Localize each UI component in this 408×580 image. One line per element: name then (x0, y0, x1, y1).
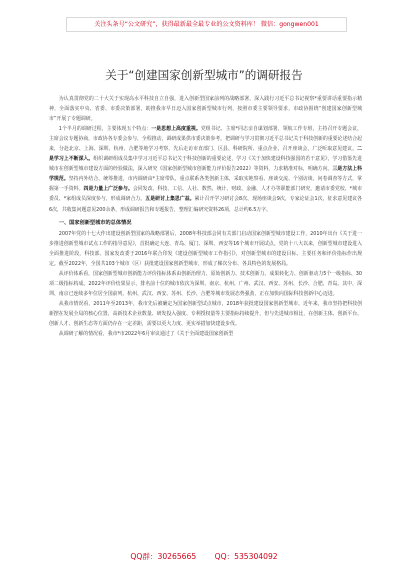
document-title: 关于“创建国家创新型城市”的调研报告 (105, 68, 303, 82)
feature-2-text: 组织调研组成员集中学习习近平总书记关于科技创新的重要论述，学习《关于加快建设科技强国的若干意见》，学习借鉴先进城市在创新型城市建设方面的经验做法，深入研究《国家创新型城市创新能力评价报告2022》等资料，力求精准对标，明确方向。 (49, 156, 362, 173)
document-body (49, 94, 362, 339)
promo-banner[interactable]: 关注头条号“公文研究”，获得最新最全最专业的公文资料库！ 微信：gongwen001 (66, 17, 347, 32)
feature-3-heading: 三是方法上科学规范。 (49, 166, 362, 183)
feature-2-heading: 二是学习上不断深入。 (49, 146, 362, 163)
paragraph-evaluation: 从评价体系看，国家创新型城市创新能力评价指标体系由创新治理力、原始创新力、技术创新力、成果转化力、创新驱动力5个一级指标、30项二级指标构成。2022年评价结果显示，排名前十位的城市依次为深圳、南京、杭州、广州、武汉、西安、苏州、长沙、合肥、青岛。其中，深圳、南京已连续多年位居全国前列，杭州、武汉、西安、苏州、长沙、合肥等城市发展态势强劲，正在加快向国际科技创新中心迈进。 (49, 270, 362, 297)
paragraph-history: 2007年党的十七大作出建设创新型国家的战略部署后，2008年科技部会同有关部门启动国家创新型城市建设工作，2010年出台《关于进一步推进创新型城市试点工作的指导意见》，首批确定大连、青岛、厦门、深圳、西安等16个城市开展试点。党的十八大以来，创新型城市建设进入全面推进阶段，科技部、国家发改委于2016年联合印发《建设创新型城市工作指引》，对创新型城市的建设目标、主要任务和评价指标作出规定。截至2022年，全国共103个城市（区）获批建设国家创新型城市，形成了梯次分布、各具特色的发展格局。 (49, 230, 362, 267)
paragraph-features (49, 124, 362, 214)
contact-footer (0, 551, 408, 562)
feature-4-heading: 四是力量上广泛参与。 (83, 186, 133, 193)
qq-label[interactable]: QQ：535304092 (214, 552, 278, 561)
feature-5-text: 累计召开学习研讨会8次、现场座谈会9次，专家论证会1次，征求意见建议各6次，共收集问题意见200余条，形成调研报告和专题报告，整理汇编研究资料26项，总计约6.5万字。 (49, 196, 362, 213)
feature-3-text: 坚持内外结合、统筹推进，市内调研由*主席带队，重点联系各类创新主体，采取实地察看、座谈交流、个别访谈、问卷调查等方式，掌握第一手资料。 (49, 176, 362, 193)
feature-4-text: 会同发改、科技、工信、人社、数然、统计、财政、金融、人才办等职能部门研究，邀请市委党校、*城市委员、*家组成员深度参与，形成调研合力。 (49, 186, 362, 203)
paragraph-survey: 从调研了解的情况看，我市*市2022年6月审议通过了《关于全面建设国家创新型 (58, 331, 234, 338)
paragraph-local: 从我市情况看，2011年至2013年，我市先后被确定为国家创新型试点城市，2018年获批建设国家创新型城市。近年来，我市坚持把科技创新摆在发展全局的核心位置，高新技术企业数量、研发投入强度、专利授权量等主要指标持续提升，但与先进城市相比，在创新主体、创新平台、创新人才、创新生态等方面仍存在一定差距，需要以更大力度、更实举措加快建设步伐。 (49, 300, 363, 327)
paragraph-features-lead: 1个半月的调研过程，主要体现五个特点： (58, 126, 152, 133)
feature-5-heading: 五是研讨上集思广益。 (145, 196, 195, 203)
paragraph-intro: 为认真贯彻党的二十大关于实现高水平科技自立自强，进入创新型国家前列的战略部署，深入践行习近平总书记视察*重要讲话重要指示精神，全面落实中央、省委、市委决策部署，助推我市早日迈入国家创新型城市行列，按照市委主要领导要求，市政协围绕“创建国家创新型城市”开展了专题调研。 (49, 96, 362, 123)
qq-group-label[interactable]: QQ群：30265665 (130, 552, 197, 561)
feature-1-heading: 一是思想上高度重视。 (151, 126, 201, 133)
section-heading-1: 一、国家创新型城市的总体情况 (58, 219, 132, 226)
feature-1-text: 党组书记、主席*同志亲自谋划部署，领航工作专班，主持召开专题会议，主席会议专题协商，市政协各专委会参与，全程推动，调研成果供市委决策参考。把调研与学习贯彻习近平总书记关于科技创新的重要论述结合起来，分赴北京、上海、深圳、杭州、合肥等地学习考察，先后走访市直部门、区县、科研院所、重点企业，召开座谈会，广泛听取意见建议。 (49, 126, 363, 153)
